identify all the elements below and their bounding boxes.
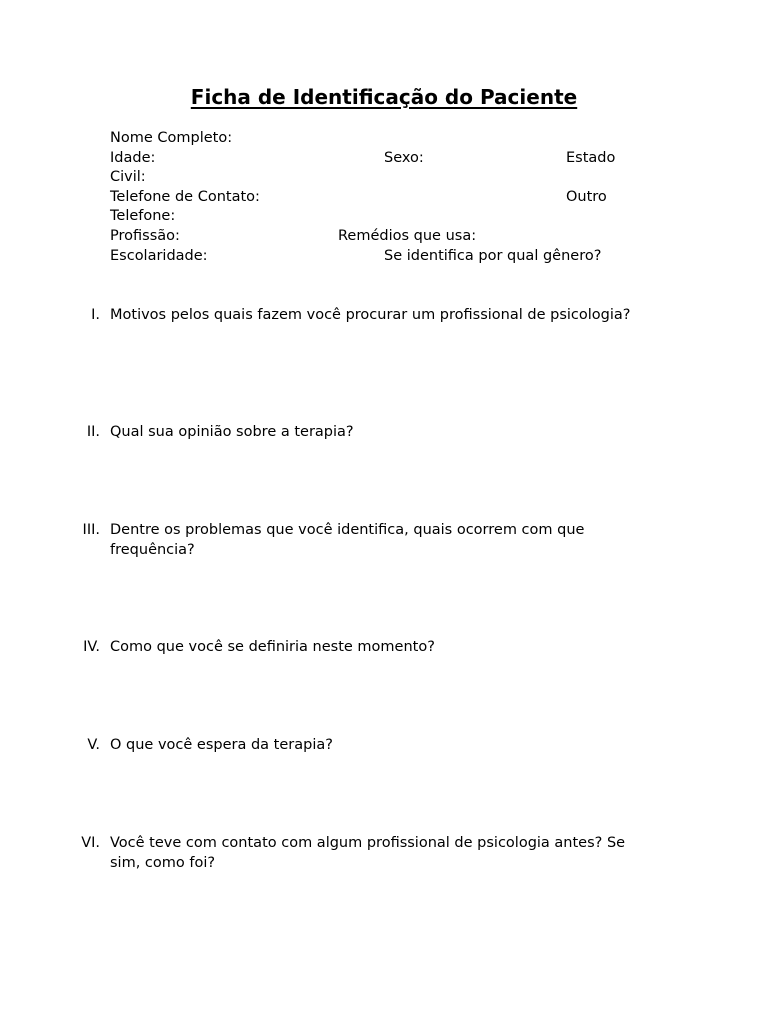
- question-text: Você teve com contato com algum profissional de psicologia antes? Se sim, como foi?: [110, 835, 626, 871]
- question-number: III.: [82, 522, 100, 538]
- label-civil: Civil:: [110, 169, 146, 185]
- question-number: IV.: [83, 639, 100, 655]
- label-escolaridade: Escolaridade:: [110, 248, 208, 264]
- label-telefone: Telefone:: [110, 208, 176, 224]
- question-number: I.: [91, 307, 100, 323]
- question-text: Qual sua opinião sobre a terapia?: [110, 424, 354, 440]
- label-sexo: Sexo:: [384, 150, 424, 166]
- label-idade: Idade:: [110, 150, 156, 166]
- question-text: Como que você se definiria neste momento?: [110, 639, 435, 655]
- question-text: Motivos pelos quais fazem você procurar um profissional de psicologia?: [110, 307, 631, 323]
- question-number: V.: [87, 737, 100, 753]
- label-profissao: Profissão:: [110, 228, 180, 244]
- label-genero: Se identifica por qual gênero?: [384, 248, 602, 264]
- label-remedios: Remédios que usa:: [338, 228, 477, 244]
- label-nome-completo: Nome Completo:: [110, 130, 233, 146]
- page-title: Ficha de Identificação do Paciente: [190, 85, 578, 109]
- label-estado: Estado: [566, 150, 616, 166]
- question-text: O que você espera da terapia?: [110, 737, 333, 753]
- question-text: Dentre os problemas que você identifica, quais ocorrem com que frequência?: [110, 522, 585, 558]
- question-number: VI.: [81, 835, 100, 851]
- label-outro: Outro: [566, 189, 607, 205]
- label-telefone-contato: Telefone de Contato:: [110, 189, 260, 205]
- question-number: II.: [86, 424, 100, 440]
